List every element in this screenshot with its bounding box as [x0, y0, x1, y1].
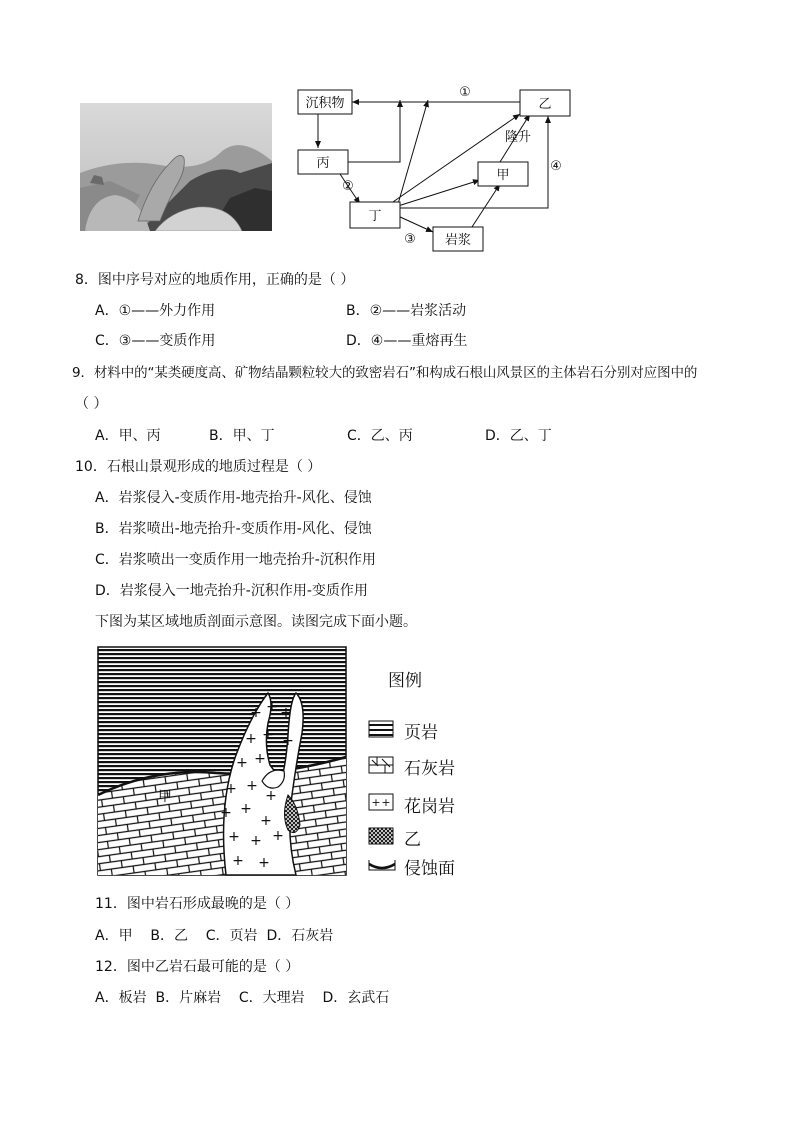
label-magma: 岩浆	[444, 233, 472, 248]
q8-option-d: D．④——重熔再生	[346, 333, 468, 349]
legend-shale-swatch	[368, 720, 394, 738]
q9-option-d: D．乙、丁	[485, 428, 552, 444]
legend-limestone: 石灰岩	[404, 759, 455, 779]
svg-text:+: +	[371, 796, 381, 809]
label-jia-section: 甲	[158, 789, 172, 805]
label-jia: 甲	[496, 168, 510, 183]
q12-stem: 12．图中乙岩石最可能的是（ ）	[95, 959, 300, 975]
q9-option-b: B．甲、丁	[209, 428, 275, 444]
landscape-photo	[80, 103, 272, 231]
svg-text:+: +	[246, 778, 258, 794]
q11-stem: 11．图中岩石形成最晚的是（ ）	[95, 896, 300, 912]
legend-title: 图例	[388, 671, 422, 691]
q9-option-c: C．乙、丙	[347, 428, 413, 444]
svg-text:+: +	[258, 855, 270, 871]
legend-yi-swatch	[368, 827, 394, 845]
q10-stem: 10．石根山景观形成的地质过程是（ ）	[75, 459, 322, 475]
q10-option-d: D．岩浆侵入一地壳抬升-沉积作用-变质作用	[95, 583, 368, 599]
svg-text:+: +	[245, 731, 257, 747]
q12-options: A．板岩 B．片麻岩 C．大理岩 D．玄武石	[95, 990, 390, 1006]
q10-option-c: C．岩浆喷出一变质作用一地壳抬升-沉积作用	[95, 552, 376, 568]
svg-text:+: +	[250, 833, 262, 849]
svg-text:+: +	[232, 853, 244, 869]
label-sediment: 沉积物	[305, 96, 345, 111]
q8-option-b: B．②——岩浆活动	[346, 303, 467, 319]
svg-text:+: +	[254, 751, 266, 767]
label-1: ①	[459, 85, 471, 100]
svg-text:+: +	[381, 796, 391, 809]
svg-text:+: +	[228, 829, 240, 845]
label-3: ③	[404, 232, 416, 247]
legend-yi: 乙	[404, 830, 421, 850]
label-4: ④	[550, 159, 562, 174]
legend-erosion-swatch	[368, 856, 396, 874]
label-bing: 丙	[316, 156, 330, 171]
q11-options: A．甲 B．乙 C．页岩 D．石灰岩	[95, 928, 334, 944]
q8-option-a: A．①——外力作用	[95, 303, 216, 319]
rock-cycle-diagram	[290, 80, 590, 260]
svg-text:+: +	[260, 813, 272, 829]
legend-limestone-swatch	[368, 756, 394, 774]
svg-text:+: +	[272, 828, 284, 844]
label-2: ②	[342, 179, 354, 194]
svg-text:+: +	[282, 733, 294, 749]
q9-stem: 9．材料中的“某类硬度高、矿物结晶颗粒较大的致密岩石”和构成石根山风景区的主体岩石分别对应图中的	[72, 365, 698, 381]
label-uplift: 隆升	[504, 130, 532, 145]
q9-stem-cont: （ ）	[75, 396, 108, 412]
svg-text:+: +	[266, 699, 278, 715]
svg-text:+: +	[265, 788, 277, 804]
legend-granite: 花岗岩	[404, 797, 455, 817]
q8-stem: 8．图中序号对应的地质作用，正确的是（ ）	[75, 272, 355, 288]
svg-text:+: +	[250, 705, 262, 721]
svg-text:+: +	[236, 755, 248, 771]
label-ding: 丁	[368, 209, 382, 224]
q8-option-c: C．③——变质作用	[95, 333, 216, 349]
label-yi: 乙	[538, 97, 552, 112]
section-intro: 下图为某区域地质剖面示意图。读图完成下面小题。	[95, 614, 417, 630]
legend-granite-swatch	[368, 793, 394, 811]
legend-shale: 页岩	[404, 723, 438, 743]
q10-option-b: B．岩浆喷出-地壳抬升-变质作用-风化、侵蚀	[95, 521, 372, 537]
svg-text:+: +	[240, 801, 252, 817]
legend-erosion: 侵蚀面	[404, 859, 455, 879]
svg-text:+: +	[220, 805, 232, 821]
svg-text:+: +	[262, 727, 274, 743]
geologic-section-diagram	[96, 645, 348, 877]
svg-text:+: +	[280, 705, 292, 721]
q9-option-a: A．甲、丙	[95, 428, 161, 444]
svg-text:+: +	[225, 781, 237, 797]
q10-option-a: A．岩浆侵入-变质作用-地壳抬升-风化、侵蚀	[95, 490, 372, 506]
